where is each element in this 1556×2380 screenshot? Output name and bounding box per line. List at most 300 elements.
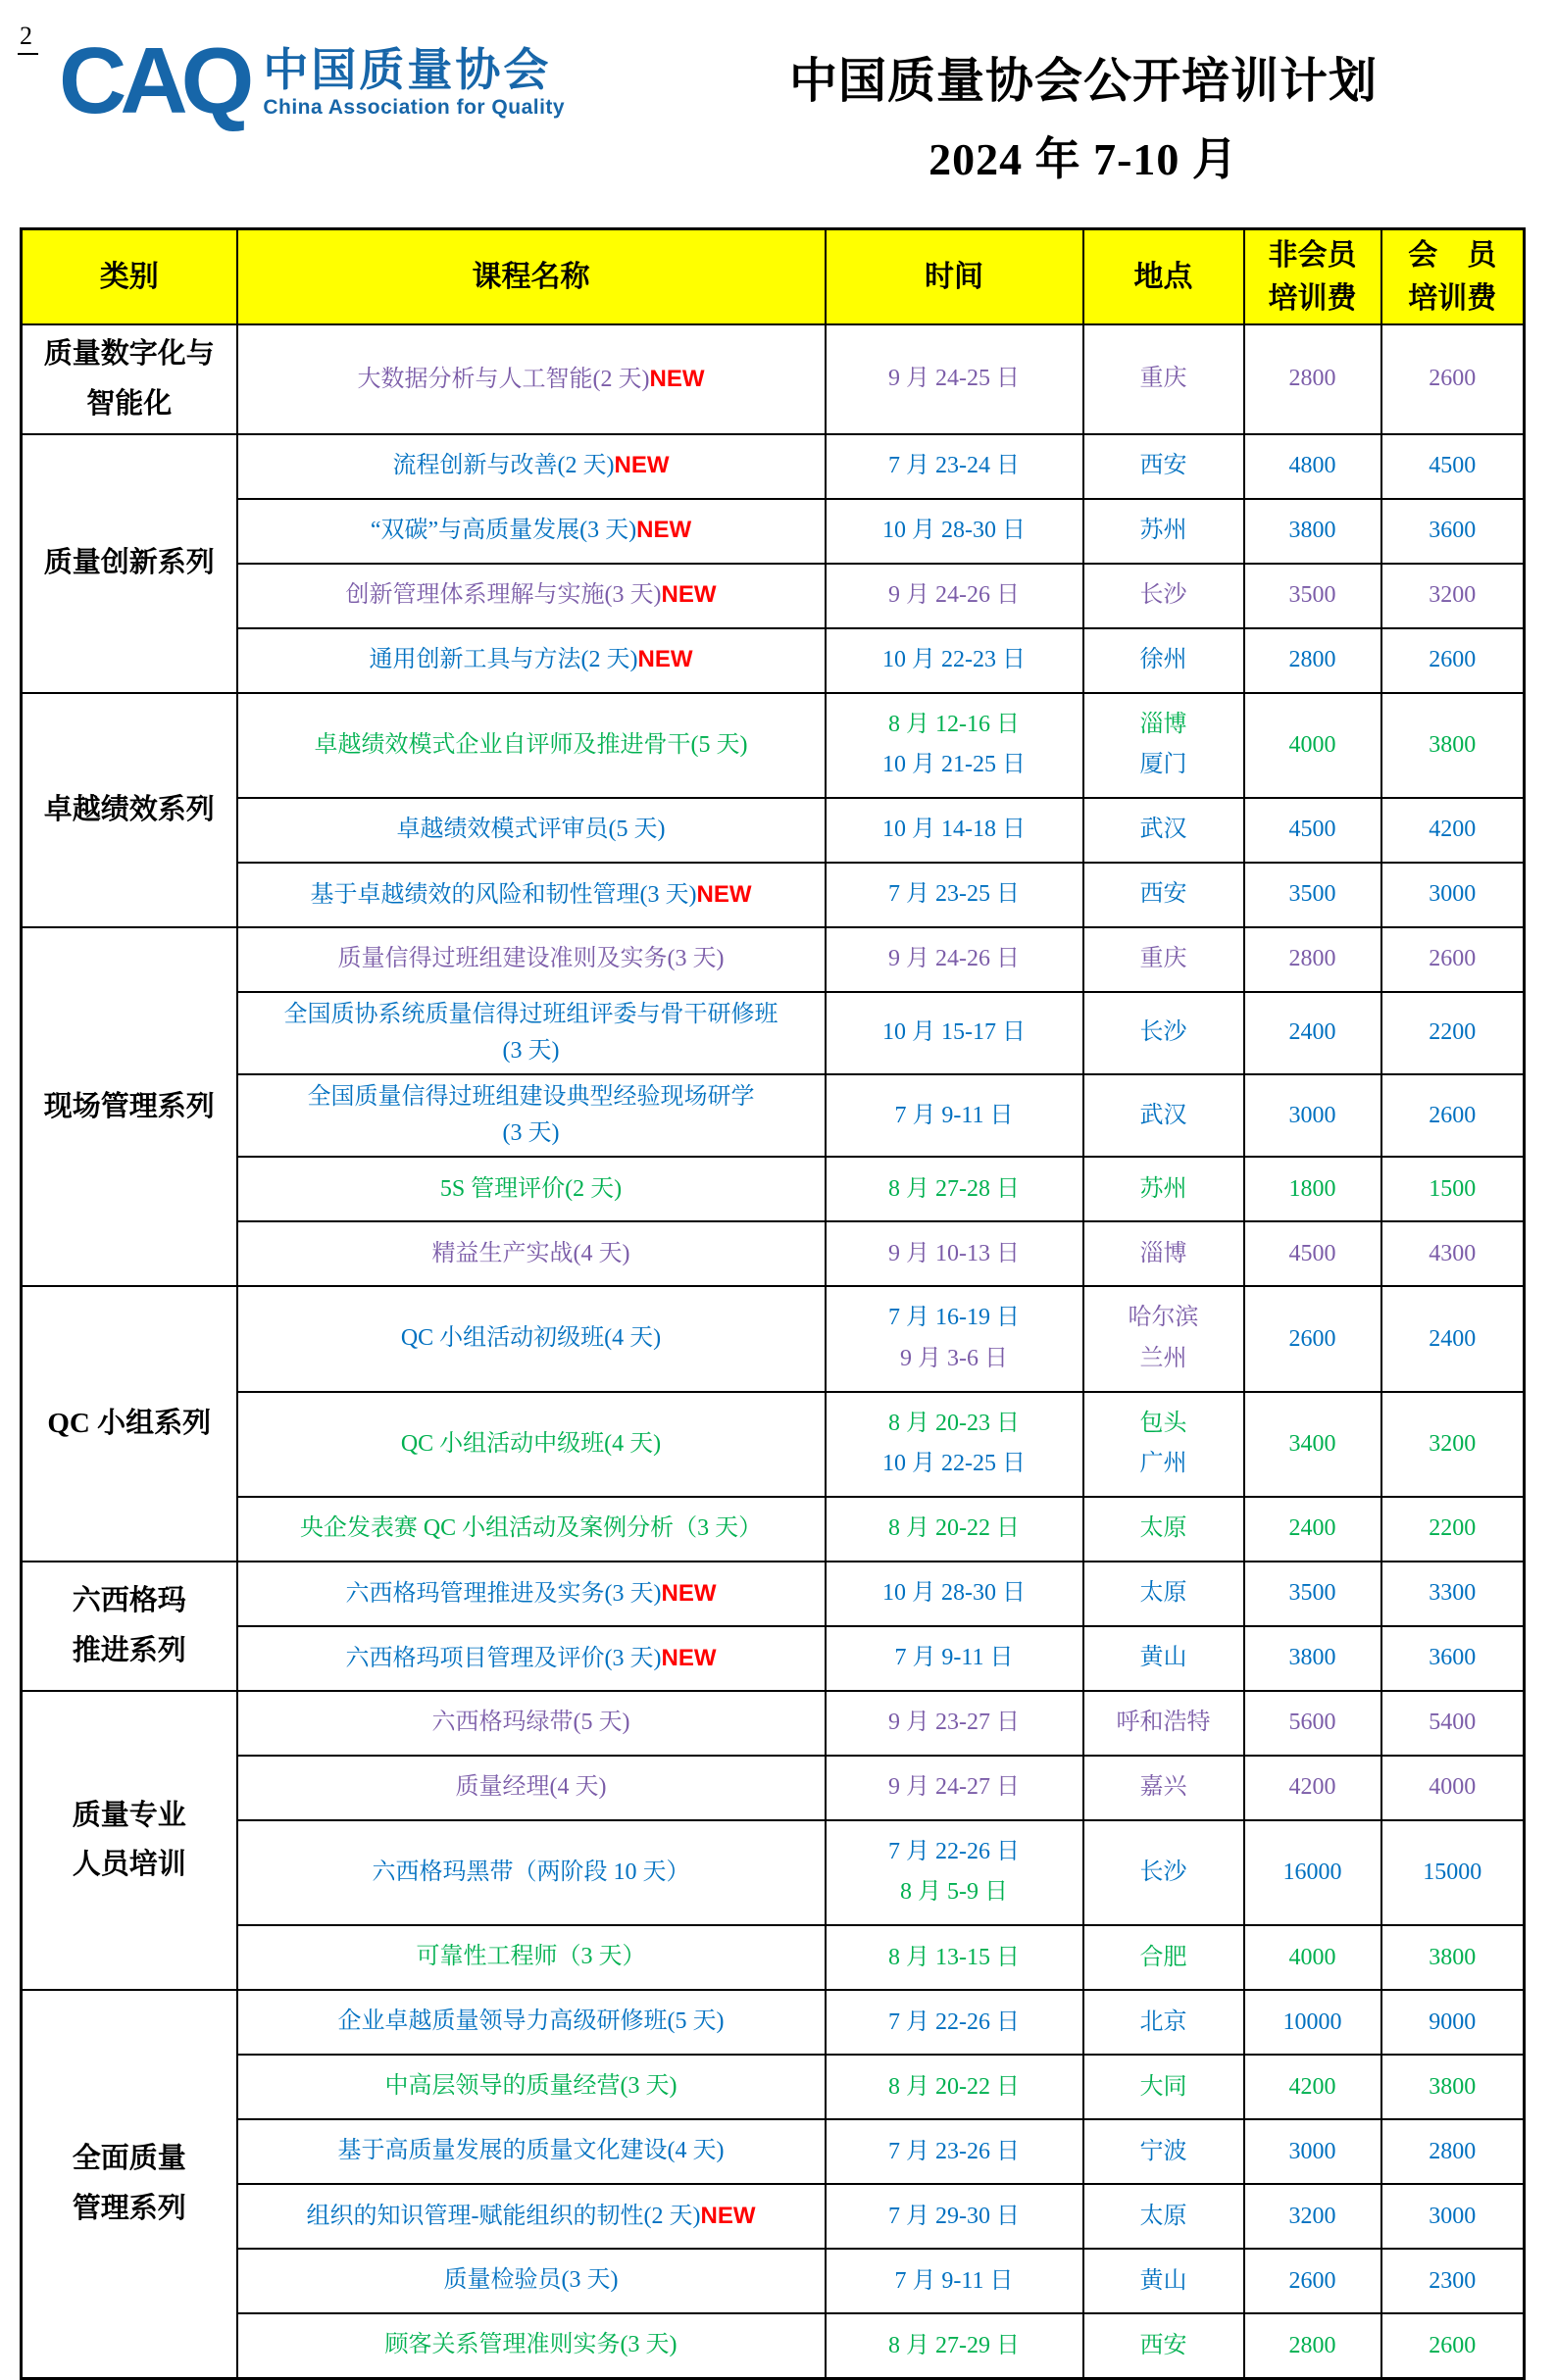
fee-value: 4000 (1288, 1944, 1336, 1970)
location-value: 淄博 (1139, 1241, 1187, 1267)
location-value: 宁波 (1139, 2138, 1187, 2164)
location-cell (1083, 1820, 1244, 1925)
fee-member-cell (1381, 1074, 1525, 1157)
time-value: 10 月 22-25 日 (882, 1451, 1026, 1477)
location-cell (1083, 499, 1244, 564)
course-name: 全国质量信得过班组建设典型经验现场研学 (307, 1084, 755, 1111)
fee-member-cell (1381, 2055, 1525, 2119)
table-row (22, 1820, 1525, 1925)
new-badge: NEW (637, 646, 693, 673)
table-row (22, 863, 1525, 927)
course-cell (237, 324, 826, 434)
fee-value: 3800 (1288, 1645, 1336, 1671)
time-value: 9 月 24-27 日 (888, 1774, 1020, 1801)
fee-value: 2800 (1288, 366, 1336, 392)
fee-nonmember-cell (1244, 798, 1381, 863)
course-cell (237, 564, 826, 628)
time-value: 7 月 16-19 日 (888, 1305, 1020, 1331)
fee-member-cell (1381, 1820, 1525, 1925)
course-name: 基于卓越绩效的风险和韧性管理(3 天)NEW (310, 880, 752, 908)
col-course-name: 课程名称 (237, 229, 826, 325)
table-row (22, 1074, 1525, 1157)
fee-value: 5600 (1288, 1710, 1336, 1736)
time-cell (826, 324, 1083, 434)
fee-nonmember-cell (1244, 434, 1381, 499)
time-value: 8 月 27-28 日 (888, 1176, 1020, 1203)
location-cell (1083, 1990, 1244, 2055)
fee-value: 9000 (1429, 2008, 1477, 2035)
location-value: 呼和浩特 (1116, 1710, 1211, 1736)
fee-nonmember-cell (1244, 499, 1381, 564)
fee-value: 3200 (1429, 582, 1477, 609)
location-value: 包头 (1139, 1410, 1187, 1436)
time-value: 8 月 12-16 日 (888, 711, 1020, 737)
fee-member-cell (1381, 1286, 1525, 1391)
course-name: 六西格玛项目管理及评价(3 天)NEW (345, 1644, 717, 1671)
fee-value: 2600 (1429, 2332, 1477, 2358)
fee-value: 2600 (1429, 647, 1477, 673)
course-cell (237, 863, 826, 927)
course-cell (237, 1820, 826, 1925)
course-name: 质量信得过班组建设准则及实务(3 天) (337, 946, 725, 972)
fee-nonmember-cell (1244, 628, 1381, 693)
course-name: QC 小组活动初级班(4 天) (400, 1325, 662, 1352)
time-value: 7 月 22-26 日 (888, 2008, 1020, 2035)
new-badge: NEW (636, 517, 692, 544)
location-cell (1083, 1221, 1244, 1286)
location-cell (1083, 1157, 1244, 1221)
table-row (22, 564, 1525, 628)
fee-value: 2800 (1288, 2332, 1336, 2358)
location-value: 大同 (1139, 2073, 1187, 2100)
location-cell (1083, 1691, 1244, 1756)
course-name: 卓越绩效模式企业自评师及推进骨干(5 天) (314, 731, 748, 758)
fee-value: 2400 (1288, 1019, 1336, 1046)
course-cell (237, 1925, 826, 1990)
fee-nonmember-cell (1244, 324, 1381, 434)
table-row (22, 1392, 1525, 1497)
location-cell (1083, 1074, 1244, 1157)
fee-nonmember-cell (1244, 1157, 1381, 1221)
course-cell (237, 499, 826, 564)
fee-member-cell (1381, 1392, 1525, 1497)
fee-nonmember-cell (1244, 1221, 1381, 1286)
fee-nonmember-cell (1244, 1074, 1381, 1157)
location-cell (1083, 2313, 1244, 2379)
fee-nonmember-cell (1244, 2313, 1381, 2379)
location-value: 黄山 (1139, 1645, 1187, 1671)
table-row (22, 2313, 1525, 2379)
fee-value: 15000 (1423, 1859, 1482, 1885)
fee-value: 3800 (1429, 1944, 1477, 1970)
course-cell (237, 2184, 826, 2249)
fee-nonmember-cell (1244, 1626, 1381, 1691)
fee-member-cell (1381, 499, 1525, 564)
time-cell (826, 564, 1083, 628)
fee-value: 4000 (1429, 1774, 1477, 1801)
location-cell (1083, 564, 1244, 628)
course-name: 5S 管理评价(2 天) (439, 1175, 623, 1202)
location-cell (1083, 693, 1244, 798)
caq-logo (59, 28, 566, 133)
location-value: 太原 (1139, 1580, 1187, 1607)
col-category: 类别 (22, 229, 237, 325)
course-cell (237, 1756, 826, 1820)
course-cell (237, 2249, 826, 2313)
location-cell (1083, 1756, 1244, 1820)
location-cell (1083, 2184, 1244, 2249)
table-row (22, 1562, 1525, 1626)
course-name: 大数据分析与人工智能(2 天)NEW (357, 365, 705, 392)
location-value: 黄山 (1139, 2267, 1187, 2294)
time-cell (826, 693, 1083, 798)
location-value: 太原 (1139, 1515, 1187, 1542)
time-value: 7 月 22-26 日 (888, 1838, 1020, 1864)
course-name: 六西格玛管理推进及实务(3 天)NEW (345, 1579, 717, 1607)
time-value: 10 月 15-17 日 (882, 1019, 1026, 1046)
fee-value: 10000 (1282, 2008, 1342, 2035)
fee-member-cell (1381, 1691, 1525, 1756)
fee-value: 3600 (1429, 1645, 1477, 1671)
fee-member-cell (1381, 1562, 1525, 1626)
location-cell (1083, 2249, 1244, 2313)
fee-nonmember-cell (1244, 1820, 1381, 1925)
location-value: 西安 (1139, 453, 1187, 479)
location-value: 重庆 (1139, 366, 1187, 392)
table-row (22, 1497, 1525, 1562)
location-value: 嘉兴 (1139, 1774, 1187, 1801)
course-cell (237, 2119, 826, 2184)
location-cell (1083, 324, 1244, 434)
course-name: 央企发表赛 QC 小组活动及案例分析（3 天） (299, 1515, 763, 1542)
fee-value: 2400 (1429, 1325, 1477, 1352)
fee-member-cell (1381, 1626, 1525, 1691)
category-cell: 全面质量 管理系列 (22, 1990, 237, 2379)
time-value: 8 月 13-15 日 (888, 1944, 1020, 1970)
table-row (22, 1221, 1525, 1286)
fee-nonmember-cell (1244, 1392, 1381, 1497)
fee-member-cell (1381, 2119, 1525, 2184)
fee-value: 3500 (1288, 1580, 1336, 1607)
location-value: 长沙 (1139, 1019, 1187, 1046)
table-row (22, 693, 1525, 798)
location-value: 淄博 (1139, 711, 1187, 737)
time-cell (826, 992, 1083, 1074)
fee-value: 3000 (1429, 2203, 1477, 2229)
fee-nonmember-cell (1244, 992, 1381, 1074)
time-value: 8 月 27-29 日 (888, 2332, 1020, 2358)
course-name: 质量检验员(3 天) (443, 2267, 619, 2294)
location-cell (1083, 798, 1244, 863)
course-name: (3 天) (502, 1120, 560, 1147)
course-name: 通用创新工具与方法(2 天)NEW (369, 646, 693, 673)
course-cell (237, 628, 826, 693)
fee-member-cell (1381, 1990, 1525, 2055)
fee-member-cell (1381, 564, 1525, 628)
time-value: 10 月 14-18 日 (882, 817, 1026, 843)
time-cell (826, 863, 1083, 927)
course-name: (3 天) (502, 1037, 560, 1064)
time-value: 7 月 29-30 日 (888, 2203, 1020, 2229)
time-value: 9 月 3-6 日 (900, 1346, 1008, 1372)
course-cell (237, 1157, 826, 1221)
time-cell (826, 1157, 1083, 1221)
table-row (22, 434, 1525, 499)
time-value: 10 月 28-30 日 (882, 518, 1026, 544)
time-value: 7 月 9-11 日 (894, 1102, 1014, 1128)
fee-value: 4200 (1288, 1774, 1336, 1801)
new-badge: NEW (661, 581, 717, 609)
fee-nonmember-cell (1244, 1562, 1381, 1626)
fee-value: 3000 (1288, 1102, 1336, 1128)
location-cell (1083, 1626, 1244, 1691)
time-cell (826, 1221, 1083, 1286)
page-number: 2 (18, 24, 38, 55)
location-cell (1083, 2055, 1244, 2119)
course-name: 质量经理(4 天) (455, 1774, 607, 1801)
caq-logo-text (263, 44, 565, 120)
time-cell (826, 1074, 1083, 1157)
time-value: 7 月 9-11 日 (894, 2267, 1014, 2294)
time-cell (826, 1286, 1083, 1391)
fee-value: 3500 (1288, 881, 1336, 908)
location-value: 北京 (1139, 2008, 1187, 2035)
fee-nonmember-cell (1244, 927, 1381, 992)
time-value: 7 月 9-11 日 (894, 1645, 1014, 1671)
time-cell (826, 628, 1083, 693)
location-cell (1083, 434, 1244, 499)
course-name: 卓越绩效模式评审员(5 天) (396, 817, 666, 843)
category-cell: 现场管理系列 (22, 927, 237, 1287)
fee-value: 4300 (1429, 1241, 1477, 1267)
fee-value: 5400 (1429, 1710, 1477, 1736)
location-cell (1083, 628, 1244, 693)
new-badge: NEW (661, 1644, 717, 1671)
fee-nonmember-cell (1244, 1756, 1381, 1820)
location-cell (1083, 992, 1244, 1074)
location-cell (1083, 1497, 1244, 1562)
fee-value: 2600 (1288, 1325, 1336, 1352)
location-value: 太原 (1139, 2203, 1187, 2229)
fee-value: 1500 (1429, 1176, 1477, 1203)
course-cell (237, 1691, 826, 1756)
table-body (22, 324, 1525, 2379)
new-badge: NEW (661, 1579, 717, 1607)
category-cell: 质量创新系列 (22, 434, 237, 693)
fee-nonmember-cell (1244, 1925, 1381, 1990)
table-row (22, 927, 1525, 992)
fee-nonmember-cell (1244, 2184, 1381, 2249)
time-value: 10 月 22-23 日 (882, 647, 1026, 673)
fee-value: 1800 (1288, 1176, 1336, 1203)
fee-value: 2600 (1288, 2267, 1336, 2294)
document-subtitle: 2024 年 7-10 月 (929, 134, 1238, 184)
table-row (22, 2249, 1525, 2313)
table-row (22, 798, 1525, 863)
table-row (22, 324, 1525, 434)
fee-member-cell (1381, 927, 1525, 992)
course-cell (237, 2055, 826, 2119)
category-cell: 六西格玛 推进系列 (22, 1562, 237, 1691)
time-cell (826, 1820, 1083, 1925)
time-cell (826, 2184, 1083, 2249)
time-cell (826, 1392, 1083, 1497)
fee-value: 4200 (1429, 817, 1477, 843)
fee-member-cell (1381, 1497, 1525, 1562)
fee-value: 2800 (1288, 946, 1336, 972)
document-title-block (627, 43, 1539, 188)
category-cell: 质量数字化与 智能化 (22, 324, 237, 434)
fee-nonmember-cell (1244, 693, 1381, 798)
fee-value: 4500 (1288, 817, 1336, 843)
course-name: 顾客关系管理准则实务(3 天) (384, 2332, 678, 2358)
course-cell (237, 1626, 826, 1691)
time-value: 7 月 23-26 日 (888, 2138, 1020, 2164)
location-value: 西安 (1139, 2332, 1187, 2358)
course-name: “双碳”与高质量发展(3 天)NEW (370, 517, 692, 544)
table-row (22, 1157, 1525, 1221)
fee-member-cell (1381, 1221, 1525, 1286)
course-cell (237, 1990, 826, 2055)
time-value: 9 月 24-26 日 (888, 946, 1020, 972)
time-cell (826, 1925, 1083, 1990)
fee-value: 2300 (1429, 2267, 1477, 2294)
new-badge: NEW (696, 880, 752, 908)
fee-nonmember-cell (1244, 2249, 1381, 2313)
time-cell (826, 1497, 1083, 1562)
col-fee-nonmember: 非会员 培训费 (1244, 229, 1381, 325)
col-fee-member: 会 员 培训费 (1381, 229, 1525, 325)
table-row (22, 2184, 1525, 2249)
fee-value: 3200 (1288, 2203, 1336, 2229)
fee-nonmember-cell (1244, 1691, 1381, 1756)
time-cell (826, 2055, 1083, 2119)
org-name-cn: 中国质量协会 (263, 43, 552, 95)
time-cell (826, 1562, 1083, 1626)
fee-nonmember-cell (1244, 2055, 1381, 2119)
location-value: 长沙 (1139, 582, 1187, 609)
time-value: 8 月 20-22 日 (888, 2073, 1020, 2100)
table-row (22, 1691, 1525, 1756)
new-badge: NEW (700, 2202, 756, 2229)
course-name: 精益生产实战(4 天) (431, 1240, 630, 1266)
course-name: 创新管理体系理解与实施(3 天)NEW (345, 581, 717, 609)
fee-value: 3800 (1429, 2073, 1477, 2100)
col-time: 时间 (826, 229, 1083, 325)
course-cell (237, 1221, 826, 1286)
location-value: 合肥 (1139, 1944, 1187, 1970)
time-value: 7 月 23-24 日 (888, 453, 1020, 479)
time-value: 8 月 5-9 日 (900, 1879, 1008, 1906)
course-name: 全国质协系统质量信得过班组评委与骨干研修班 (283, 1001, 778, 1027)
time-cell (826, 1691, 1083, 1756)
location-value: 徐州 (1139, 647, 1187, 673)
time-cell (826, 434, 1083, 499)
fee-nonmember-cell (1244, 1497, 1381, 1562)
time-cell (826, 927, 1083, 992)
category-cell: 质量专业 人员培训 (22, 1691, 237, 1990)
fee-value: 4500 (1429, 453, 1477, 479)
course-cell (237, 1074, 826, 1157)
time-value: 8 月 20-22 日 (888, 1515, 1020, 1542)
location-value: 苏州 (1139, 1176, 1187, 1203)
location-value: 兰州 (1139, 1346, 1187, 1372)
fee-member-cell (1381, 693, 1525, 798)
course-name: 企业卓越质量领导力高级研修班(5 天) (337, 2008, 725, 2035)
course-cell (237, 1392, 826, 1497)
table-row (22, 2055, 1525, 2119)
location-value: 苏州 (1139, 518, 1187, 544)
fee-value: 3800 (1429, 731, 1477, 758)
fee-nonmember-cell (1244, 564, 1381, 628)
course-name: 六西格玛黑带（两阶段 10 天） (372, 1859, 690, 1885)
course-name: 六西格玛绿带(5 天) (431, 1710, 630, 1736)
fee-nonmember-cell (1244, 1990, 1381, 2055)
training-schedule-table (20, 227, 1526, 2380)
fee-value: 3400 (1288, 1430, 1336, 1457)
time-value: 9 月 10-13 日 (888, 1241, 1020, 1267)
time-cell (826, 1626, 1083, 1691)
location-cell (1083, 927, 1244, 992)
location-cell (1083, 1562, 1244, 1626)
course-cell (237, 693, 826, 798)
location-value: 广州 (1139, 1451, 1187, 1477)
fee-value: 2800 (1429, 2138, 1477, 2164)
fee-value: 2600 (1429, 946, 1477, 972)
time-value: 9 月 24-25 日 (888, 366, 1020, 392)
fee-value: 3800 (1288, 518, 1336, 544)
table-row (22, 1925, 1525, 1990)
course-cell (237, 927, 826, 992)
fee-member-cell (1381, 324, 1525, 434)
course-cell (237, 434, 826, 499)
document-title: 中国质量协会公开培训计划 (788, 54, 1378, 108)
location-value: 哈尔滨 (1128, 1305, 1199, 1331)
course-name: 可靠性工程师（3 天） (416, 1944, 646, 1970)
fee-value: 2600 (1429, 1102, 1477, 1128)
location-cell (1083, 863, 1244, 927)
fee-value: 4000 (1288, 731, 1336, 758)
org-name-en: China Association for Quality (263, 95, 566, 119)
course-cell (237, 1497, 826, 1562)
fee-member-cell (1381, 1756, 1525, 1820)
category-cell: 卓越绩效系列 (22, 693, 237, 927)
table-header (22, 229, 1525, 325)
time-cell (826, 2249, 1083, 2313)
time-cell (826, 798, 1083, 863)
table-row (22, 2119, 1525, 2184)
course-name: 流程创新与改善(2 天)NEW (392, 452, 670, 479)
time-cell (826, 1756, 1083, 1820)
location-value: 武汉 (1139, 817, 1187, 843)
new-badge: NEW (649, 365, 705, 392)
table-row (22, 499, 1525, 564)
fee-member-cell (1381, 863, 1525, 927)
fee-nonmember-cell (1244, 2119, 1381, 2184)
location-cell (1083, 2119, 1244, 2184)
table-row (22, 1286, 1525, 1391)
fee-member-cell (1381, 1157, 1525, 1221)
fee-nonmember-cell (1244, 1286, 1381, 1391)
time-value: 9 月 24-26 日 (888, 582, 1020, 609)
table-row (22, 992, 1525, 1074)
fee-value: 3000 (1288, 2138, 1336, 2164)
fee-value: 3600 (1429, 518, 1477, 544)
table-row (22, 628, 1525, 693)
course-name: 基于高质量发展的质量文化建设(4 天) (337, 2138, 725, 2164)
time-cell (826, 2119, 1083, 2184)
fee-value: 4200 (1288, 2073, 1336, 2100)
